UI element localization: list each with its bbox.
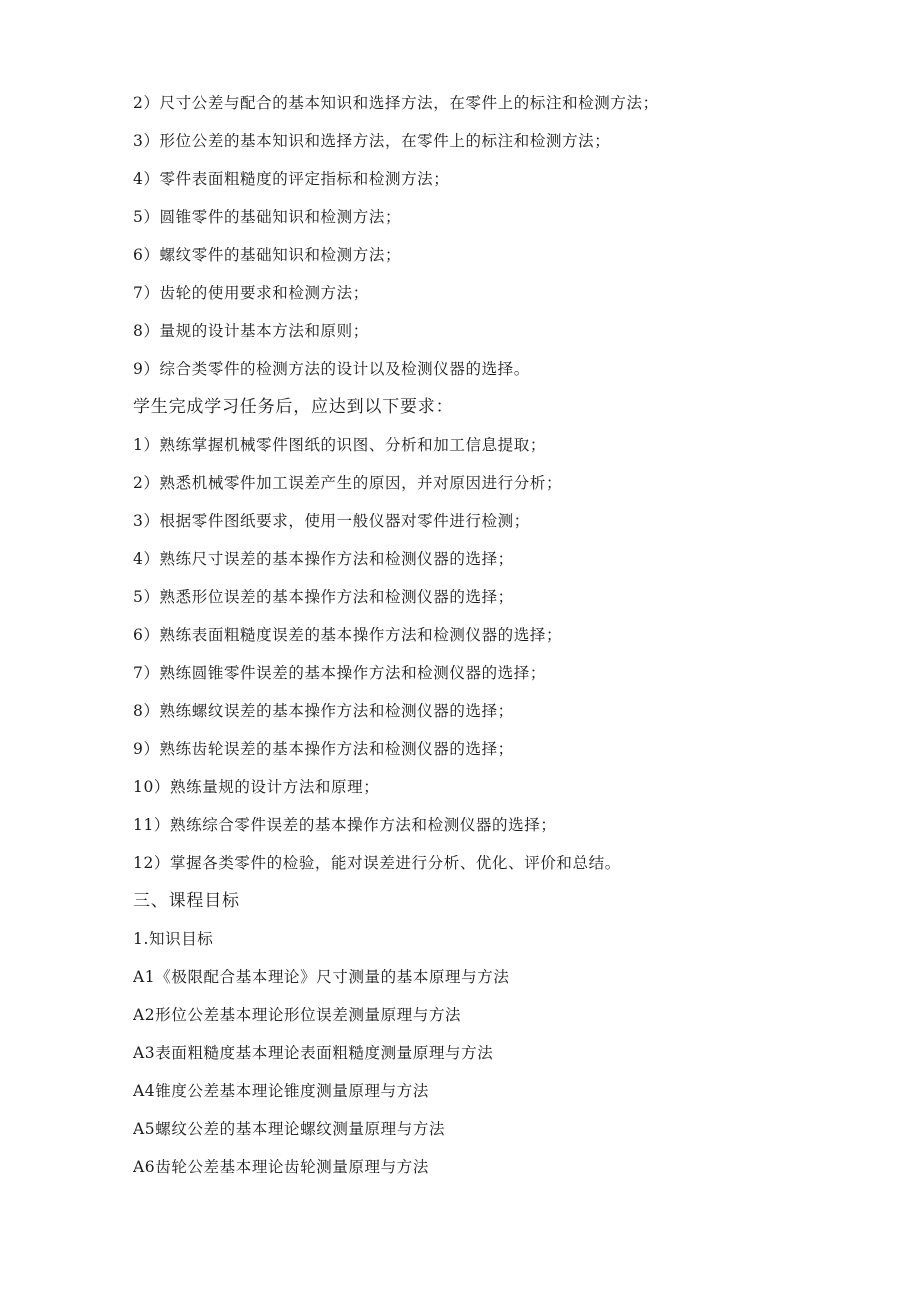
list-item-requirement-2: 2）尺寸公差与配合的基本知识和选择方法，在零件上的标注和检测方法； <box>133 94 659 112</box>
list-item-skill-3: 3）根据零件图纸要求，使用一般仪器对零件进行检测； <box>133 512 530 530</box>
section-intro-text: 学生完成学习任务后，应达到以下要求： <box>133 397 454 417</box>
list-item-skill-10: 10）熟练量规的设计方法和原理； <box>133 778 380 796</box>
list-item-requirement-6: 6）螺纹零件的基础知识和检测方法； <box>133 246 402 264</box>
list-item-skill-7: 7）熟练圆锥零件误差的基本操作方法和检测仪器的选择； <box>133 664 546 682</box>
list-item-skill-5: 5）熟悉形位误差的基本操作方法和检测仪器的选择； <box>133 588 514 606</box>
list-item-skill-9: 9）熟练齿轮误差的基本操作方法和检测仪器的选择； <box>133 740 514 758</box>
knowledge-goal-a4: A4锥度公差基本理论锥度测量原理与方法 <box>133 1082 429 1100</box>
list-item-requirement-8: 8）量规的设计基本方法和原则； <box>133 322 369 340</box>
list-item-requirement-4: 4）零件表面粗糙度的评定指标和检测方法； <box>133 170 450 188</box>
list-item-skill-6: 6）熟练表面粗糙度误差的基本操作方法和检测仪器的选择； <box>133 626 563 644</box>
knowledge-goal-a2: A2形位公差基本理论形位误差测量原理与方法 <box>133 1006 462 1024</box>
knowledge-goal-a1: A1《极限配合基本理论》尺寸测量的基本原理与方法 <box>133 968 510 986</box>
list-item-requirement-9: 9）综合类零件的检测方法的设计以及检测仪器的选择。 <box>133 360 530 378</box>
knowledge-goal-a5: A5螺纹公差的基本理论螺纹测量原理与方法 <box>133 1120 446 1138</box>
list-item-requirement-7: 7）齿轮的使用要求和检测方法； <box>133 284 369 302</box>
list-item-skill-8: 8）熟练螺纹误差的基本操作方法和检测仪器的选择； <box>133 702 514 720</box>
list-item-skill-11: 11）熟练综合零件误差的基本操作方法和检测仪器的选择； <box>133 816 557 834</box>
subsection-heading: 1.知识目标 <box>133 930 214 948</box>
list-item-skill-2: 2）熟悉机械零件加工误差产生的原因，并对原因进行分析； <box>133 474 563 492</box>
section-heading: 三、课程目标 <box>133 891 240 911</box>
list-item-skill-12: 12）掌握各类零件的检验，能对误差进行分析、优化、评价和总结。 <box>133 854 621 872</box>
knowledge-goal-a3: A3表面粗糙度基本理论表面粗糙度测量原理与方法 <box>133 1044 494 1062</box>
knowledge-goal-a6: A6齿轮公差基本理论齿轮测量原理与方法 <box>133 1158 429 1176</box>
list-item-skill-4: 4）熟练尺寸误差的基本操作方法和检测仪器的选择； <box>133 550 514 568</box>
list-item-requirement-5: 5）圆锥零件的基础知识和检测方法； <box>133 208 402 226</box>
list-item-skill-1: 1）熟练掌握机械零件图纸的识图、分析和加工信息提取； <box>133 436 546 454</box>
list-item-requirement-3: 3）形位公差的基本知识和选择方法，在零件上的标注和检测方法； <box>133 132 611 150</box>
